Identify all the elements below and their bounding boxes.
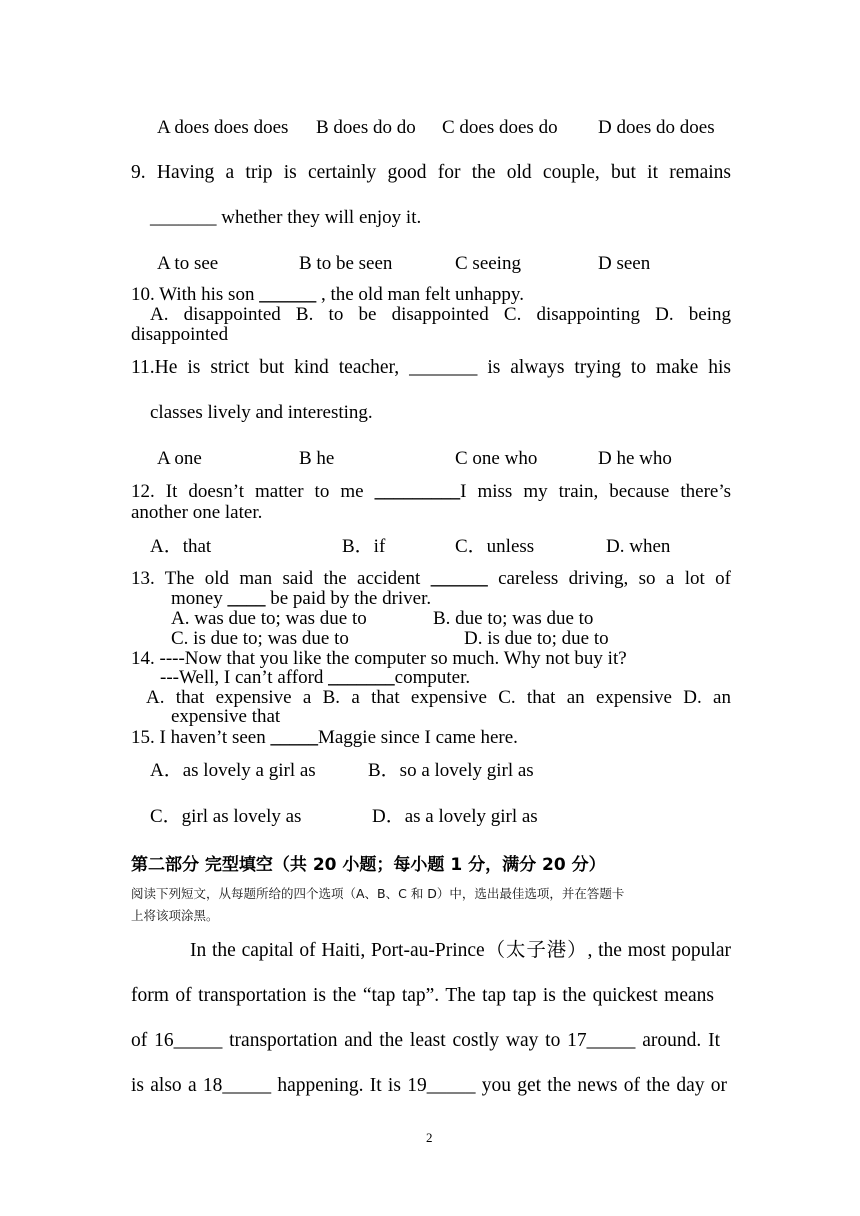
q13-option-b: B. due to; was due to — [433, 608, 594, 629]
q14-stem-line2 — [160, 667, 470, 689]
q8-option-d: D does do does — [598, 117, 715, 138]
q12-option-c: C．unless — [455, 536, 535, 557]
q9-option-c: C seeing — [455, 253, 521, 274]
q9-option-a: A to see — [157, 253, 219, 274]
part2-heading: 第二部分 完型填空（共 20 小题；每小题 1 分，满分 20 分） — [131, 855, 606, 875]
q10-options-line: A. disappointed B. to be disappointed C. disappointing D. being — [150, 304, 731, 325]
q14-stem-line1: 14. ----Now that you like the computer so much. Why not buy it? — [131, 648, 627, 669]
q11-option-a: A one — [157, 448, 202, 469]
q14-line2-suffix: computer. — [394, 667, 471, 688]
q13-stem-line1 — [131, 568, 731, 590]
q10-stem-suffix: , the old man felt unhappy. — [316, 284, 524, 305]
passage-line3: of 16_____ transportation and the least costly way to 17_____ around. It — [131, 1030, 720, 1051]
q12-stem-line2: another one later. — [131, 502, 263, 523]
q13-option-d: D. is due to; due to — [464, 628, 609, 649]
q15-blank: _____ — [270, 727, 318, 748]
q13-blank-2: ____ — [227, 588, 266, 609]
q8-option-c: C does does do — [442, 117, 558, 138]
q14-options-wrap: expensive that — [171, 706, 281, 727]
q13-line2-prefix: money — [171, 588, 228, 609]
passage-line1: In the capital of Haiti, Port-au-Prince（太子港）, the most popular — [190, 940, 731, 961]
q12-option-b: B．if — [342, 536, 386, 557]
q14-line2-prefix: ---Well, I can’t afford — [160, 667, 329, 688]
q9-stem-line1: 9. Having a trip is certainly good for the old couple, but it remains — [131, 162, 731, 183]
q13-stem-suffix: careless driving, so a lot of — [487, 568, 732, 589]
q13-option-a: A. was due to; was due to — [171, 608, 367, 629]
q15-option-b: B．so a lovely girl as — [368, 760, 534, 781]
q9-stem-line2: _______ whether they will enjoy it. — [150, 207, 422, 228]
q11-stem-line2: classes lively and interesting. — [150, 402, 373, 423]
q8-option-b: B does do do — [316, 117, 416, 138]
q8-option-a: A does does does — [157, 117, 289, 138]
q13-blank-1: ______ — [430, 568, 488, 589]
q12-option-a: A．that — [150, 536, 212, 557]
passage-line4: is also a 18_____ happening. It is 19_____ you get the news of the day or — [131, 1075, 727, 1096]
q10-blank: ______ — [259, 284, 317, 305]
q12-blank: _________ — [374, 481, 461, 502]
page-number: 2 — [426, 1130, 433, 1145]
q12-stem-line1 — [131, 481, 731, 503]
q13-line2-suffix: be paid by the driver. — [265, 588, 432, 609]
q15-option-c: C．girl as lovely as — [150, 806, 302, 827]
q15-option-a: A．as lovely a girl as — [150, 760, 316, 781]
part2-instruction-line1: 阅读下列短文，从每题所给的四个选项（A、B、C 和 D）中，选出最佳选项，并在答题卡 — [131, 886, 625, 901]
q11-stem-line1: 11.He is strict but kind teacher, _______ is always trying to make his — [131, 357, 731, 378]
q13-option-c: C. is due to; was due to — [171, 628, 349, 649]
q10-stem-prefix: 10. With his son — [131, 284, 260, 305]
q10-stem — [131, 284, 524, 306]
q12-stem-prefix: 12. It doesn’t matter to me — [131, 481, 375, 502]
q15-stem — [131, 727, 518, 749]
q10-options-wrap: disappointed — [131, 324, 229, 345]
q12-option-d: D. when — [606, 536, 671, 557]
q14-options-line: A. that expensive a B. a that expensive C. that an expensive D. an — [146, 687, 731, 708]
q9-option-b: B to be seen — [299, 253, 393, 274]
q9-option-d: D seen — [598, 253, 651, 274]
q15-option-d: D．as a lovely girl as — [372, 806, 538, 827]
q11-option-c: C one who — [455, 448, 538, 469]
q12-stem-suffix: I miss my train, because there’s — [460, 481, 732, 502]
passage-line2: form of transportation is the “tap tap”. The tap tap is the quickest means — [131, 985, 714, 1006]
part2-instruction-line2: 上将该项涂黑。 — [131, 908, 219, 923]
q15-stem-prefix: 15. I haven’t seen — [131, 727, 271, 748]
q11-option-d: D he who — [598, 448, 672, 469]
q13-stem-line2 — [171, 588, 431, 610]
q15-stem-suffix: Maggie since I came here. — [317, 727, 518, 748]
q11-option-b: B he — [299, 448, 335, 469]
q14-blank: _______ — [328, 667, 395, 688]
q13-stem-prefix: 13. The old man said the accident — [131, 568, 431, 589]
